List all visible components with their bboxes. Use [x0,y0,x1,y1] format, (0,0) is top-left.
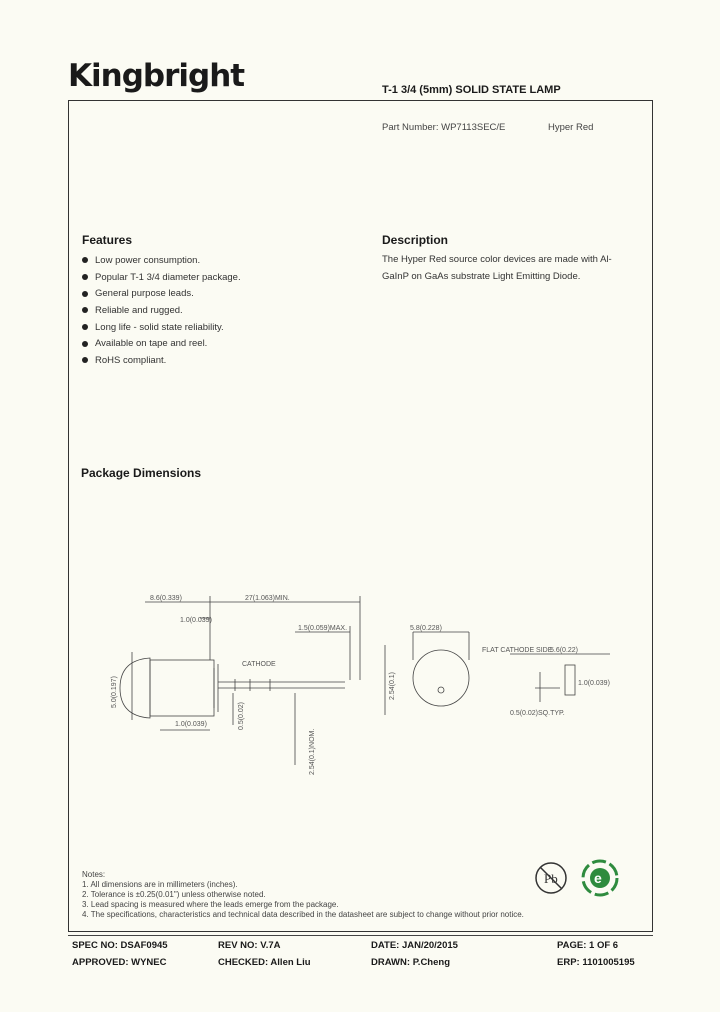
lamp-front-view [413,650,469,706]
dimension-label: 1.0(0.039) [180,617,212,624]
lens-outline [120,658,150,718]
approved-by: APPROVED: WYNEC [72,957,167,968]
list-item: RoHS compliant. [82,352,241,369]
bullet-icon [82,324,88,330]
bullet-icon [82,341,88,347]
rohs-recycle-icon [580,858,620,898]
svg-text:e: e [594,870,602,886]
page-number: PAGE: 1 OF 6 [557,940,619,951]
dimension-label: CATHODE [242,661,276,668]
dimension-label: 2.54(0.1) [389,671,396,700]
checked-by: CHECKED: Allen Liu [218,957,311,968]
list-item: Available on tape and reel. [82,335,241,352]
spec-number: SPEC NO: DSAF0945 [72,940,168,951]
bullet-icon [82,307,88,313]
dimension-label: 2.54(0.1)NOM. [309,728,316,775]
lead-detail [565,665,575,695]
list-item: Long life - solid state reliability. [82,319,241,336]
part-number: Part Number: WP7113SEC/E [382,122,506,133]
footer-divider [68,935,653,936]
svg-text:Pb: Pb [544,871,558,886]
description-text: The Hyper Red source color devices are made with Al- GaInP on GaAs substrate Light Emitting Diode. [382,254,612,282]
dimension-label: 8.6(0.339) [150,595,182,602]
dimension-label: FLAT CATHODE SIDE [482,647,553,654]
drawn-by: DRAWN: P.Cheng [371,957,450,968]
list-item: Low power consumption. [82,252,241,269]
bullet-icon [82,257,88,263]
lead-free-icon [533,860,569,896]
list-item: Reliable and rugged. [82,302,241,319]
dimension-label: 27(1.063)MIN. [245,595,290,602]
features-list [82,252,241,369]
list-item: Popular T-1 3/4 diameter package. [82,269,241,286]
package-dimensions-heading: Package Dimensions [81,466,202,480]
part-color: Hyper Red [548,122,594,133]
dimension-label: 0.5(0.02) [238,701,245,730]
list-item: General purpose leads. [82,285,241,302]
bullet-icon [82,274,88,280]
dimension-label: 1.5(0.059)MAX. [298,625,348,632]
brand-logo: Kingbright [68,58,245,94]
lamp-body [150,660,214,716]
features-heading: Features [82,233,133,247]
document-date: DATE: JAN/20/2015 [371,940,458,951]
notes-block: Notes: 1. All dimensions are in millimeters (inches). 2. Tolerance is ±0.25(0.01") unless otherwise noted. 3. Lead spacing is measured where the leads emerge from the package. 4. The specifications, characteristics and technical data described in the datasheet are subject to change without prior notice. [82,870,524,919]
document-title: T-1 3/4 (5mm) SOLID STATE LAMP [382,84,561,96]
revision-number: REV NO: V.7A [218,940,281,951]
dimension-label: 5.6(0.22) [550,647,579,654]
dimension-label: 1.0(0.039) [175,721,207,728]
dimension-label: 5.0(0.197) [111,676,118,708]
bullet-icon [82,291,88,297]
dimension-label: 1.0(0.039) [578,680,610,687]
part-number-line [382,122,594,133]
erp-number: ERP: 1101005195 [557,957,635,968]
description-heading: Description [382,233,449,247]
bullet-icon [82,357,88,363]
package-drawing [110,590,630,790]
page-frame [68,100,653,932]
dimension-label: 5.8(0.228) [410,625,442,632]
dimension-label: 0.5(0.02)SQ.TYP. [510,710,565,717]
